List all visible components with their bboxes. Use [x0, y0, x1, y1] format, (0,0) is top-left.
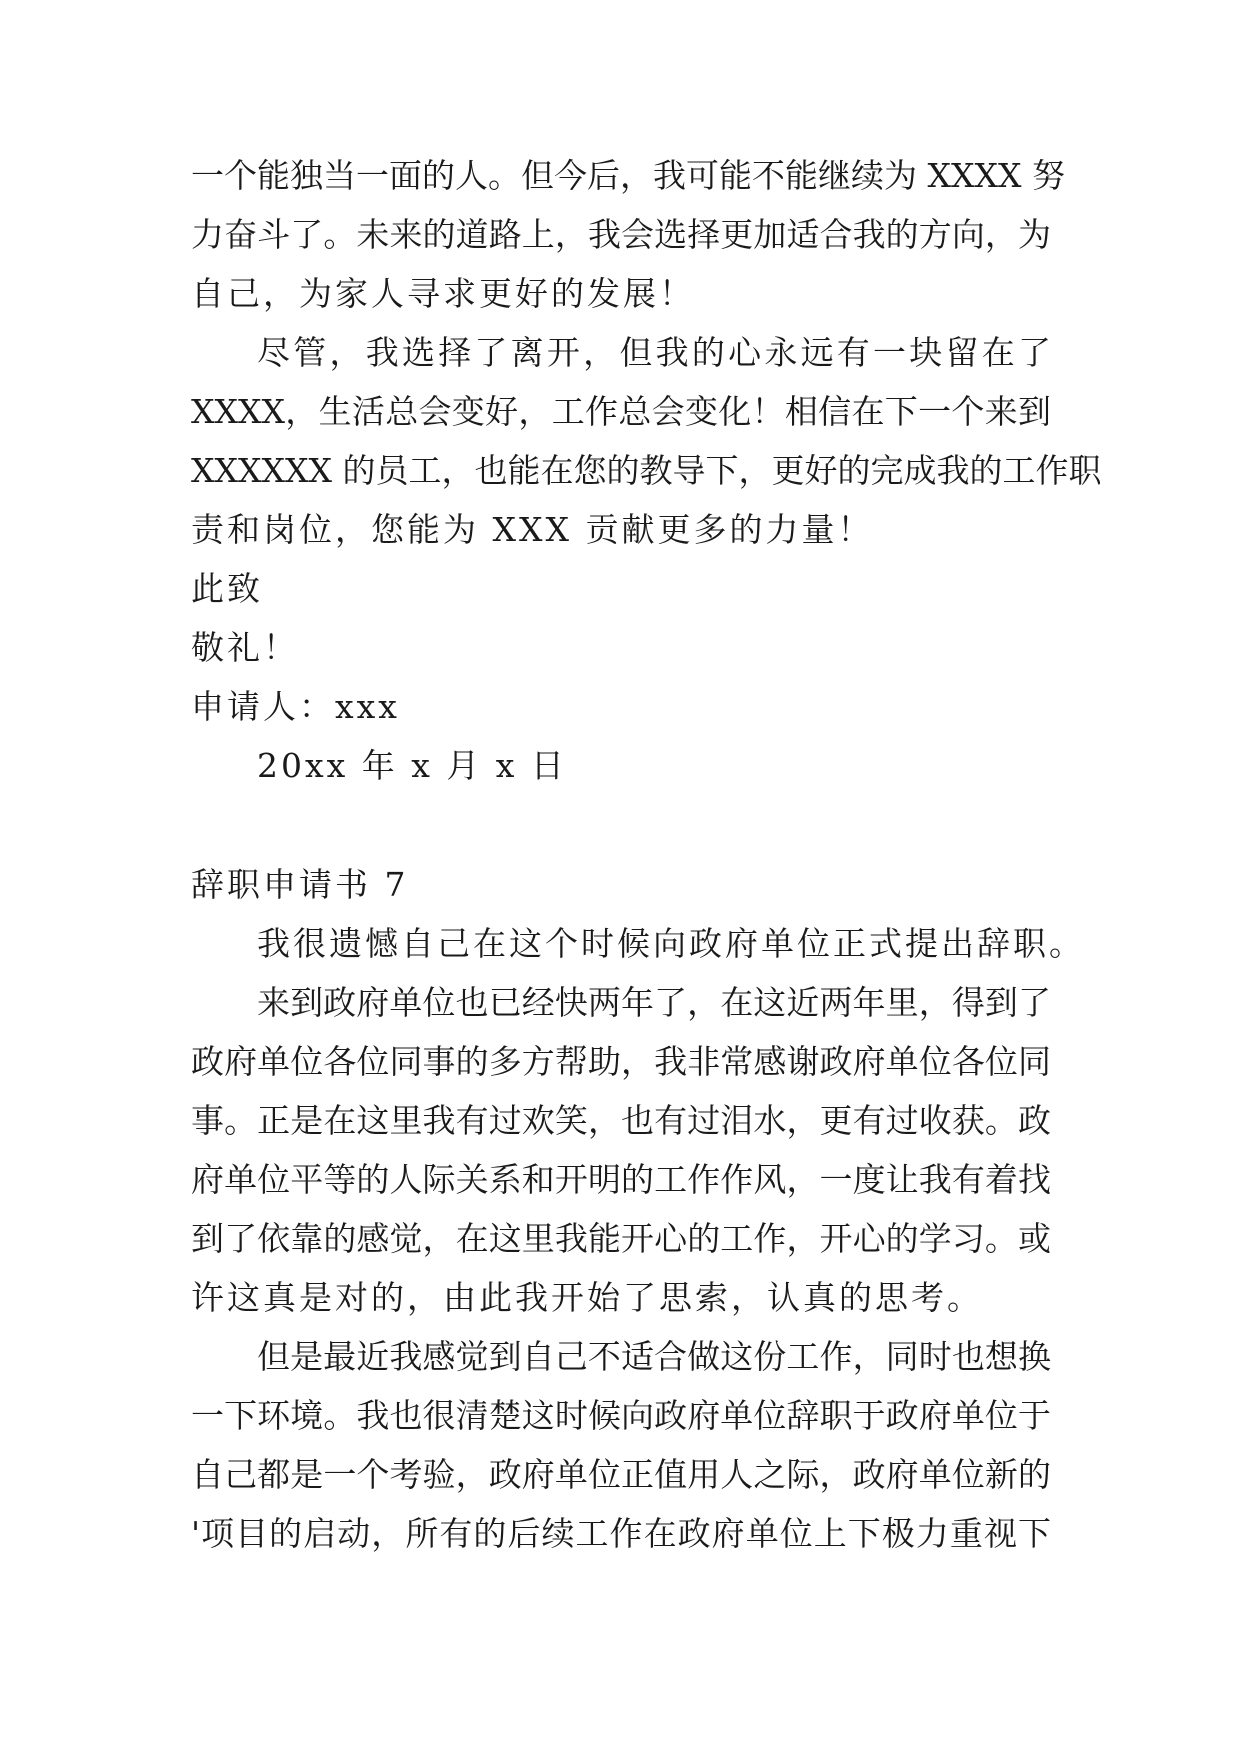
date-line: 20xx 年 x 月 x 日	[257, 746, 567, 785]
salutation-line: 敬礼！	[191, 628, 299, 667]
body-line: '项目的启动，所有的后续工作在政府单位上下极力重视下	[191, 1514, 1051, 1553]
body-line: 府单位平等的人际关系和开明的工作作风，一度让我有着找	[191, 1160, 1051, 1199]
body-line: 政府单位各位同事的多方帮助，我非常感谢政府单位各位同	[191, 1042, 1051, 1081]
body-line: 自己都是一个考验，政府单位正值用人之际，政府单位新的	[191, 1455, 1051, 1494]
body-line: 但是最近我感觉到自己不适合做这份工作，同时也想换	[257, 1337, 1051, 1376]
body-line: 一个能独当一面的人。但今后，我可能不能继续为 XXXX 努	[191, 156, 1065, 195]
body-line: 自己，为家人寻求更好的发展！	[191, 274, 695, 313]
body-line: 一下环境。我也很清楚这时候向政府单位辞职于政府单位于	[191, 1396, 1051, 1435]
body-line: 责和岗位，您能为 XXX 贡献更多的力量！	[191, 510, 874, 549]
applicant-line: 申请人：xxx	[191, 687, 400, 726]
body-line: 到了依靠的感觉，在这里我能开心的工作，开心的学习。或	[191, 1219, 1051, 1258]
section-title: 辞职申请书 7	[191, 865, 409, 904]
body-line: 力奋斗了。未来的道路上，我会选择更加适合我的方向，为	[191, 215, 1051, 254]
body-line: 许这真是对的，由此我开始了思索，认真的思考。	[191, 1278, 983, 1317]
body-line: 事。正是在这里我有过欢笑，也有过泪水，更有过收获。政	[191, 1101, 1051, 1140]
body-line: 尽管，我选择了离开，但我的心永远有一块留在了	[257, 333, 1051, 372]
body-line: XXXX，生活总会变好，工作总会变化！相信在下一个来到	[191, 392, 1051, 431]
closing-line: 此致	[191, 569, 263, 608]
body-line: XXXXXX 的员工，也能在您的教导下，更好的完成我的工作职	[191, 451, 1102, 490]
body-line: 来到政府单位也已经快两年了，在这近两年里，得到了	[257, 983, 1051, 1022]
body-line: 我很遗憾自己在这个时候向政府单位正式提出辞职。	[257, 924, 1085, 963]
